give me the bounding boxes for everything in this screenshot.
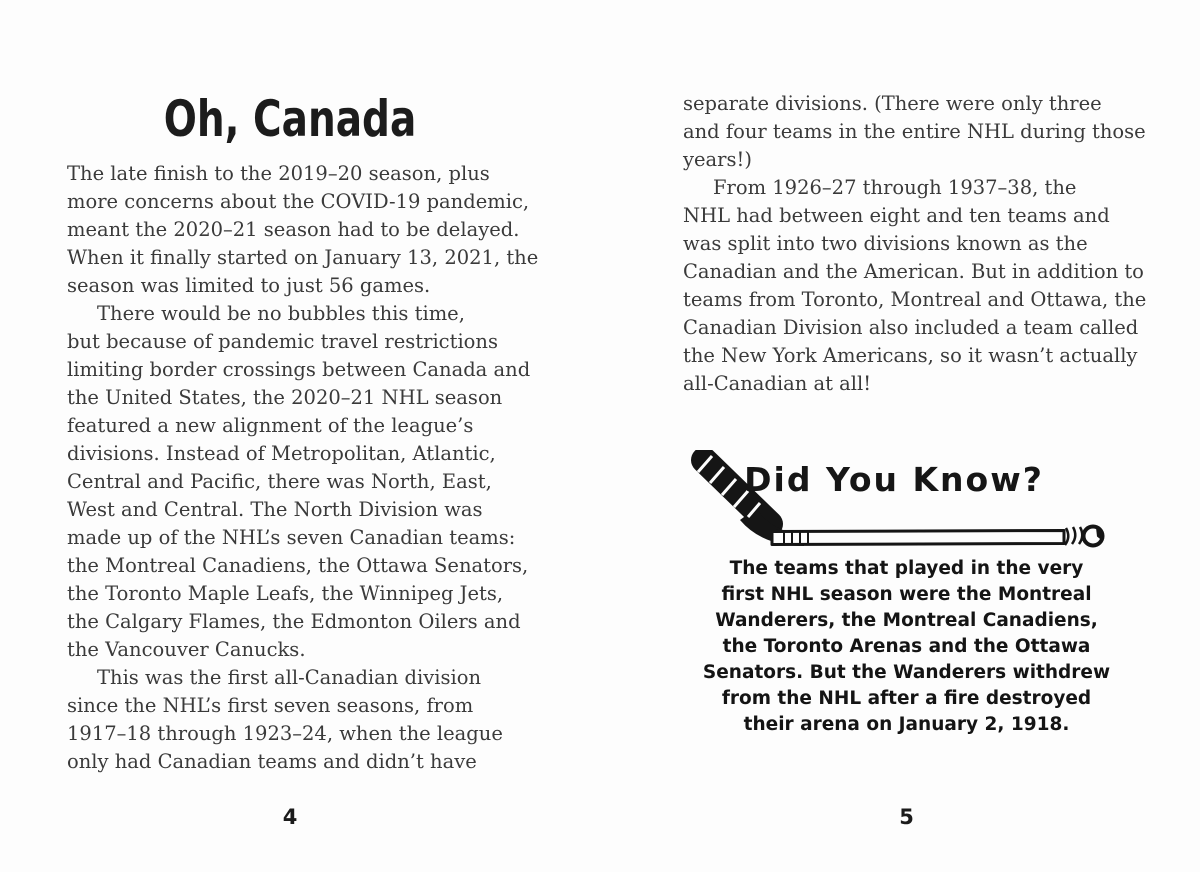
text-line: more concerns about the COVID-19 pandemic, — [67, 190, 530, 213]
text-line: Canadian Division also included a team called — [683, 316, 1139, 339]
page-number-right: 5 — [899, 805, 914, 829]
text-line: the United States, the 2020–21 NHL season — [67, 386, 503, 409]
text-line: all-Canadian at all! — [683, 372, 872, 395]
text-line: the Toronto Maple Leafs, the Winnipeg Jets, — [67, 582, 504, 605]
text-line: separate divisions. (There were only three — [683, 92, 1102, 115]
text-line: first NHL season were the Montreal — [721, 584, 1092, 605]
text-line: teams from Toronto, Montreal and Ottawa, the — [683, 288, 1147, 311]
text-line: since the NHL’s first seven seasons, from — [67, 694, 474, 717]
text-line: The late finish to the 2019–20 season, plus — [67, 162, 490, 185]
page-left — [67, 0, 539, 872]
text-line: only had Canadian teams and didn’t have — [67, 750, 477, 773]
text-line: Senators. But the Wanderers withdrew — [702, 662, 1111, 683]
text-line: and four teams in the entire NHL during those — [683, 120, 1146, 143]
text-line: From 1926–27 through 1937–38, the — [713, 176, 1077, 199]
chapter-title: Oh, Canada — [163, 90, 417, 148]
text-line: meant the 2020–21 season had to be delayed. — [67, 218, 520, 241]
text-line: 1917–18 through 1923–24, when the league — [67, 722, 503, 745]
text-line: the Calgary Flames, the Edmonton Oilers and — [67, 610, 521, 633]
right-page-body — [683, 90, 1147, 398]
text-line: Central and Pacific, there was North, East, — [67, 470, 492, 493]
text-line: West and Central. The North Division was — [67, 498, 483, 521]
text-line: limiting border crossings between Canada and — [67, 358, 531, 381]
did-you-know-callout — [672, 450, 1122, 550]
text-line: made up of the NHL’s seven Canadian teams: — [67, 526, 516, 549]
text-line: season was limited to just 56 games. — [67, 274, 431, 297]
did-you-know-fact — [683, 556, 1130, 738]
text-line: Wanderers, the Montreal Canadiens, — [715, 610, 1098, 631]
did-you-know-heading: Did You Know? — [744, 460, 1044, 499]
text-line: There would be no bubbles this time, — [97, 302, 465, 325]
text-line: featured a new alignment of the league’s — [67, 414, 474, 437]
page-right — [683, 0, 1147, 872]
text-line: years!) — [683, 148, 752, 171]
text-line: the Vancouver Canucks. — [67, 638, 306, 661]
text-line: This was the first all-Canadian division — [97, 666, 482, 689]
page-number-left: 4 — [282, 805, 298, 829]
text-line: but because of pandemic travel restrictions — [67, 330, 498, 353]
text-line: the Montreal Canadiens, the Ottawa Senators, — [67, 554, 529, 577]
text-line: their arena on January 2, 1918. — [743, 714, 1070, 735]
text-line: The teams that played in the very — [729, 558, 1084, 579]
text-line: the New York Americans, so it wasn’t actually — [683, 344, 1138, 367]
text-line: divisions. Instead of Metropolitan, Atlantic, — [67, 442, 496, 465]
text-line: the Toronto Arenas and the Ottawa — [722, 636, 1091, 657]
text-line: NHL had between eight and ten teams and — [683, 204, 1110, 227]
text-line: Canadian and the American. But in addition to — [683, 260, 1144, 283]
text-line: from the NHL after a fire destroyed — [721, 688, 1092, 709]
left-page-body — [67, 160, 539, 776]
text-line: was split into two divisions known as the — [683, 232, 1088, 255]
text-line: When it finally started on January 13, 2021, the — [67, 246, 539, 269]
